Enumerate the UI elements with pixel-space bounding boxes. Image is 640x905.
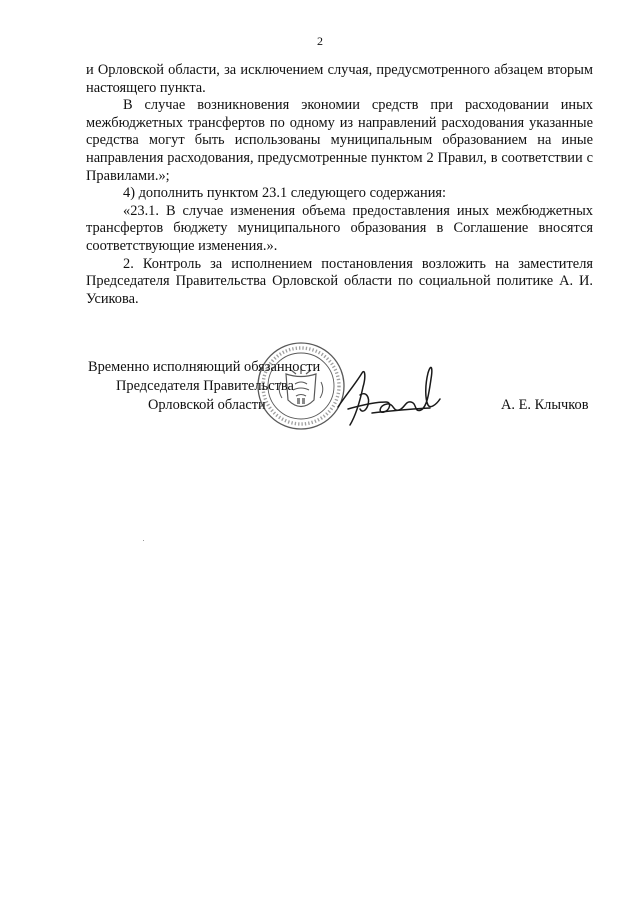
paragraph-continuation: и Орловской области, за исключением случая, предусмотренного абзацем вторым настоящего пункта. (86, 62, 593, 96)
signer-position-line-1: Временно исполняющий обязанности (88, 359, 321, 375)
paragraph-clause-23-1: «23.1. В случае изменения объема предоставления иных межбюджетных трансфертов бюджету муниципального образования в Соглашение вносятся соответствующие изменения.». (86, 202, 593, 254)
signer-position-line-2: Председателя Правительства (116, 378, 294, 394)
paragraph-economy: В случае возникновения экономии средств при расходовании иных межбюджетных трансфертов по одному из направлений расходования указанные средства могут быть использованы муниципальным образованием на иные направления расходования, предусмотренные пунктом 2 Правил, в соответствии с Правилами.»; (86, 97, 593, 184)
paragraph-control: 2. Контроль за исполнением постановления возложить на заместителя Председателя Правительства Орловской области по социальной политике А. И. Усикова. (86, 255, 593, 307)
handwritten-signature (332, 355, 442, 435)
page-number: 2 (317, 34, 323, 48)
signer-name: А. Е. Клычков (501, 397, 589, 413)
signer-position-line-3: Орловской области (148, 397, 266, 413)
paragraph-item-4: 4) дополнить пунктом 23.1 следующего содержания: (123, 185, 447, 202)
scan-speck (143, 540, 144, 541)
